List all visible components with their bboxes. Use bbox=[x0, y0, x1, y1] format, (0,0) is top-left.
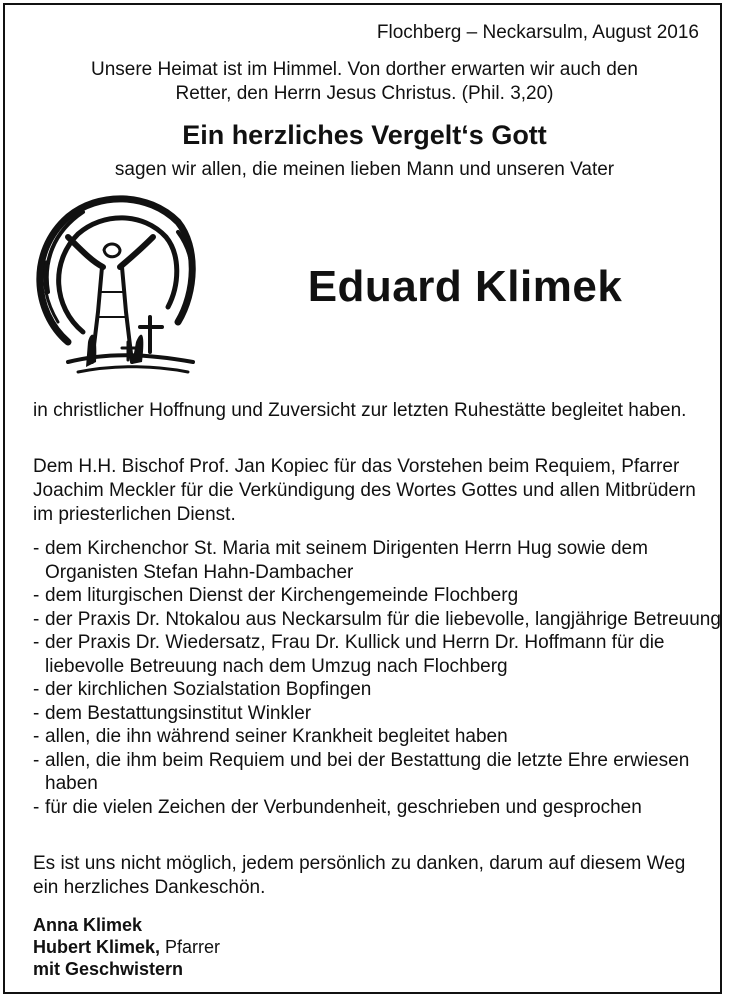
list-marker: - bbox=[33, 608, 40, 630]
list-item-text: allen, die ihn während seiner Krankheit begleitet haben bbox=[45, 726, 508, 747]
verse-line-1: Unsere Heimat ist im Himmel. Von dorther erwarten wir auch den bbox=[91, 59, 638, 80]
signature-anna: Anna Klimek bbox=[33, 915, 143, 935]
list-item-text: dem liturgischen Dienst der Kirchengemeinde Flochberg bbox=[45, 585, 519, 606]
list-item-text: dem Bestattungsinstitut Winkler bbox=[45, 702, 312, 724]
verse-line-2: Retter, den Herrn Jesus Christus. (Phil. 3,20) bbox=[175, 83, 554, 104]
list-item bbox=[33, 631, 723, 678]
place-date: Flochberg – Neckarsulm, August 2016 bbox=[376, 22, 699, 43]
signature-hubert-line bbox=[33, 936, 220, 958]
list-item bbox=[33, 702, 723, 726]
list-item bbox=[33, 608, 723, 632]
list-marker: - bbox=[33, 679, 40, 700]
list-item-text: für die vielen Zeichen der Verbundenheit, geschrieben und gesprochen bbox=[45, 796, 642, 818]
signature-hubert-title: Pfarrer bbox=[160, 937, 221, 957]
notice-subtitle: sagen wir allen, die meinen lieben Mann und unseren Vater bbox=[114, 159, 615, 180]
thanks-list bbox=[33, 537, 723, 819]
signature-hubert: Hubert Klimek, bbox=[33, 937, 161, 957]
list-item bbox=[33, 725, 723, 749]
list-marker: - bbox=[33, 726, 40, 747]
risen-christ-cross-icon bbox=[28, 192, 200, 382]
list-marker: - bbox=[33, 796, 40, 818]
list-item bbox=[33, 749, 723, 796]
list-marker: - bbox=[33, 538, 40, 559]
list-item bbox=[33, 537, 723, 584]
paragraph-accompaniment: in christlicher Hoffnung und Zuversicht zur letzten Ruhestätte begleitet haben. bbox=[33, 400, 687, 421]
list-item bbox=[33, 678, 723, 702]
deceased-name: Eduard Klimek bbox=[307, 262, 623, 311]
list-item-text: der Praxis Dr. Ntokalou aus Neckarsulm für die liebevolle, langjährige Betreuung bbox=[45, 608, 721, 630]
list-marker: - bbox=[33, 585, 40, 606]
list-marker: - bbox=[33, 702, 40, 724]
paragraph-closing: Es ist uns nicht möglich, jedem persönlich zu danken, darum auf diesem Weg ein herzliches Dankeschön. bbox=[33, 853, 686, 898]
bible-verse bbox=[20, 58, 709, 106]
list-item-text: der Praxis Dr. Wiedersatz, Frau Dr. Kullick und Herrn Dr. Hoffmann für die liebevolle Betreuung nach dem Umzug nach Flochberg bbox=[45, 632, 665, 677]
notice-title: Ein herzliches Vergelt‘s Gott bbox=[182, 120, 547, 150]
list-item-text: dem Kirchenchor St. Maria mit seinem Dirigenten Herrn Hug sowie dem Organisten Stefan Hahn-Dambacher bbox=[45, 538, 648, 583]
list-item-text: allen, die ihm beim Requiem und bei der Bestattung die letzte Ehre erwiesen haben bbox=[45, 749, 690, 794]
paragraph-clergy-thanks: Dem H.H. Bischof Prof. Jan Kopiec für das Vorstehen beim Requiem, Pfarrer Joachim Meckler für die Verkündigung des Wortes Gottes und allen Mitbrüdern im priesterlichen Dienst. bbox=[33, 456, 696, 525]
list-marker: - bbox=[33, 749, 40, 771]
list-item bbox=[33, 796, 723, 820]
list-marker: - bbox=[33, 632, 40, 653]
signatures bbox=[33, 914, 220, 980]
list-item bbox=[33, 584, 723, 608]
signature-siblings: mit Geschwistern bbox=[33, 959, 184, 979]
list-item-text: der kirchlichen Sozialstation Bopfingen bbox=[45, 679, 372, 700]
